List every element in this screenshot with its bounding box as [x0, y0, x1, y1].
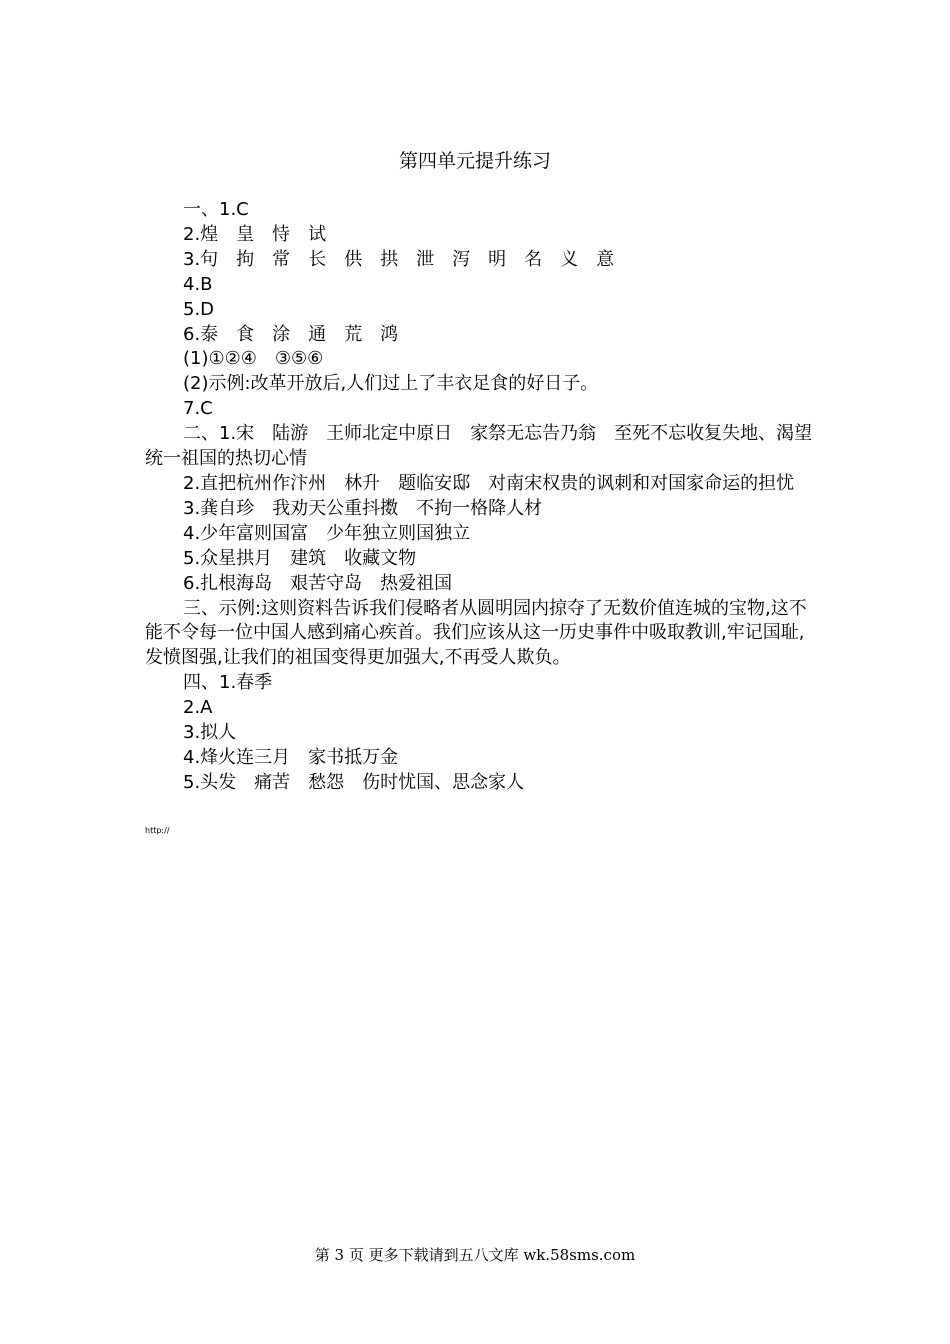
answer-line: 2.A: [183, 697, 213, 719]
answer-line: 6.扎根海岛 艰苦守岛 热爱祖国: [183, 572, 453, 594]
answer-paragraph: 2.直把杭州作汴州 林升 题临安邸 对南宋权贵的讽刺和对国家命运的担忧: [183, 472, 795, 494]
answer-line: 四、1.春季: [183, 672, 273, 694]
answer-line: 5.D: [183, 298, 215, 320]
answer-line: 7.C: [183, 398, 213, 420]
answer-line: 3.拟人: [183, 722, 237, 744]
answer-line: 4.B: [183, 273, 213, 295]
page-footer: 第 3 页 更多下载请到五八文库 wk.58sms.com: [314, 1246, 636, 1264]
answer-line: 3.龚自珍 我劝天公重抖擞 不拘一格降人材: [183, 497, 543, 519]
answer-line: (1)①②④ ③⑤⑥: [183, 348, 324, 370]
answer-line: 2.煌 皇 恃 试: [183, 223, 327, 245]
answer-paragraph: 二、1.宋 陆游 王师北定中原日 家祭无忘告乃翁 至死不忘收复失地、渴望统一祖国的热切心情: [145, 423, 813, 470]
answer-line: 一、1.C: [183, 199, 249, 220]
answer-line: 5.头发 痛苦 愁怨 伤时忧国、思念家人: [183, 771, 525, 793]
answer-line: 6.泰 食 涂 通 荒 鸿: [183, 323, 399, 345]
page-title: 第四单元提升练习: [398, 150, 551, 172]
answer-line: 5.众星拱月 建筑 收藏文物: [183, 547, 417, 569]
answer-line: (2)示例:改革开放后,人们过上了丰衣足食的好日子。: [183, 373, 599, 395]
answer-line: 4.少年富则国富 少年独立则国独立: [183, 522, 471, 544]
answer-content: [145, 198, 815, 796]
url-text: http://: [145, 826, 170, 835]
answer-paragraph: 三、示例:这则资料告诉我们侵略者从圆明园内掠夺了无数价值连城的宝物,这不能不令每一位中国人感到痛心疾首。我们应该从这一历史事件中吸取教训,牢记国耻,发愤图强,让我们的祖国变得更加强大,不再受人欺负。: [145, 597, 807, 669]
answer-line: 3.句 拘 常 长 供 拱 泄 泻 明 名 义 意: [183, 248, 615, 270]
answer-line: 4.烽火连三月 家书抵万金: [183, 746, 399, 768]
